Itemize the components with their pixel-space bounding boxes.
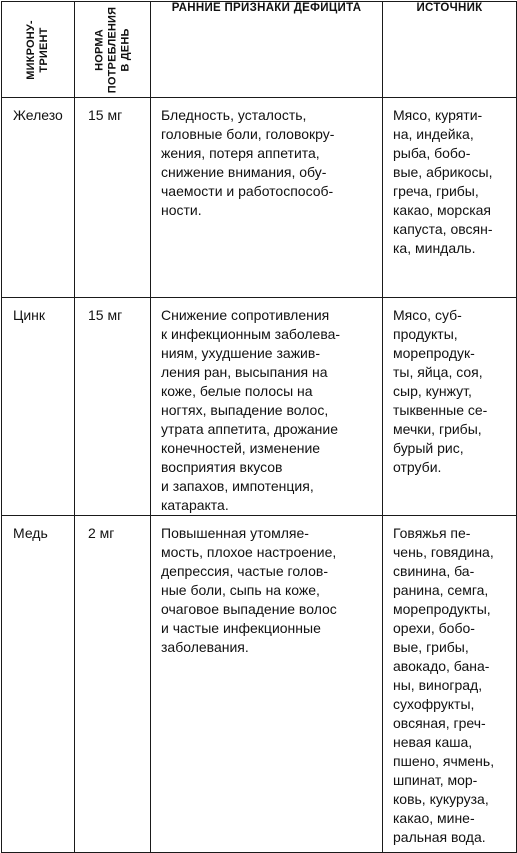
food-sources <box>383 516 516 847</box>
text-line: бурый рис, <box>393 440 464 456</box>
text-line: капуста, овсян- <box>393 221 493 237</box>
text-line: Мясо, куряти- <box>393 107 483 123</box>
text-line: ранина, семга, <box>393 582 489 598</box>
text-line: тыквенные се- <box>393 402 488 418</box>
dose-cell <box>75 98 151 298</box>
header-row <box>2 2 517 98</box>
table-row <box>2 516 517 853</box>
text-line: восприятия вкусов <box>161 459 283 475</box>
text-line: орехи, бобо- <box>393 620 475 636</box>
signs-cell <box>151 298 383 516</box>
nutrient-name-cell <box>2 298 75 516</box>
signs-cell <box>151 516 383 853</box>
text-line: вые, абрикосы, <box>393 164 493 180</box>
nutrient-name: Железо <box>13 107 63 123</box>
food-sources <box>383 298 516 477</box>
text-line: заболевания. <box>161 639 249 655</box>
nutrient-name: Цинк <box>13 307 46 323</box>
text-line: какао, мине- <box>393 810 475 826</box>
text-line: ности. <box>161 202 202 218</box>
header-micronutrient <box>2 2 75 98</box>
text-line: продукты, <box>393 326 458 342</box>
food-sources <box>383 98 516 258</box>
header-norm-line: ПОТРЕБЛЕНИЯ <box>106 6 118 93</box>
text-line: рыба, бобо- <box>393 145 471 161</box>
text-line: Повышенная утомляе- <box>161 525 309 541</box>
text-line: ниям, ухудшение зажив- <box>161 345 320 361</box>
text-line: на, индейка, <box>393 126 474 142</box>
header-norm-line: В ДЕНЬ <box>119 27 131 72</box>
text-line: пшено, ячмень, <box>393 753 495 769</box>
text-line: ральная вода. <box>393 829 486 845</box>
header-micronutrient-line: ТРИЕНТ <box>38 26 50 73</box>
table-row <box>2 98 517 298</box>
deficiency-signs <box>151 516 382 657</box>
nutrient-name-cell <box>2 516 75 853</box>
text-line: морепродук- <box>393 345 475 361</box>
dose-cell <box>75 516 151 853</box>
text-line: сыр, кунжут, <box>393 383 472 399</box>
signs-cell <box>151 98 383 298</box>
text-line: Снижение сопротивления <box>161 307 330 323</box>
text-line: очаговое выпадение волос <box>161 601 337 617</box>
text-line: вые, грибы, <box>393 639 469 655</box>
text-line: Мясо, суб- <box>393 307 462 323</box>
text-line: отруби. <box>393 459 442 475</box>
table-row <box>2 298 517 516</box>
nutrient-name-cell <box>2 98 75 298</box>
text-line: чень, говядина, <box>393 544 494 560</box>
text-line: греча, грибы, <box>393 183 479 199</box>
text-line: авокадо, бана- <box>393 658 490 674</box>
text-line: катаракта. <box>161 497 229 513</box>
dose-cell <box>75 298 151 516</box>
source-cell <box>383 98 517 298</box>
header-source: ИСТОЧНИК <box>383 2 517 98</box>
text-line: овсяная, греч- <box>393 715 486 731</box>
source-cell <box>383 298 517 516</box>
text-line: ты, яйца, соя, <box>393 364 483 380</box>
text-line: Говяжья пе- <box>393 525 471 541</box>
text-line: конечностей, изменение <box>161 440 321 456</box>
header-norm-line: НОРМА <box>93 28 105 71</box>
nutrient-dose: 2 мг <box>88 525 115 541</box>
text-line: какао, морская <box>393 202 491 218</box>
text-line: свинина, ба- <box>393 563 475 579</box>
text-line: жения, потеря аппетита, <box>161 145 320 161</box>
text-line: головные боли, головокру- <box>161 126 335 142</box>
text-line: утрата аппетита, дрожание <box>161 421 339 437</box>
text-line: и частые инфекционные <box>161 620 321 636</box>
text-line: сухофрукты, <box>393 696 475 712</box>
nutrient-dose: 15 мг <box>88 107 123 123</box>
text-line: Бледность, усталость, <box>161 107 307 123</box>
text-line: ковь, кукуруза, <box>393 791 489 807</box>
text-line: шпинат, мор- <box>393 772 478 788</box>
source-cell <box>383 516 517 853</box>
deficiency-signs <box>151 98 382 220</box>
nutrient-name: Медь <box>13 525 48 541</box>
text-line: снижение внимания, обу- <box>161 164 327 180</box>
text-line: морепродукты, <box>393 601 491 617</box>
text-line: ления ран, высыпания на <box>161 364 328 380</box>
text-line: коже, белые полосы на <box>161 383 313 399</box>
deficiency-signs <box>151 298 382 515</box>
header-signs: РАННИЕ ПРИЗНАКИ ДЕФИЦИТА <box>151 2 383 98</box>
text-line: ка, миндаль. <box>393 240 476 256</box>
nutrient-dose: 15 мг <box>88 307 123 323</box>
text-line: к инфекционным заболева- <box>161 326 341 342</box>
text-line: и запахов, импотенция, <box>161 478 314 494</box>
text-line: ногтях, выпадение волос, <box>161 402 329 418</box>
header-norm <box>75 2 151 98</box>
text-line: невая каша, <box>393 734 473 750</box>
text-line: ны, виноград, <box>393 677 483 693</box>
text-line: чаемости и работоспособ- <box>161 183 334 199</box>
text-line: депрессия, частые голов- <box>161 563 329 579</box>
micronutrient-table <box>1 1 517 853</box>
text-line: мость, плохое настроение, <box>161 544 337 560</box>
text-line: мечки, грибы, <box>393 421 482 437</box>
text-line: ные боли, сыпь на коже, <box>161 582 320 598</box>
header-micronutrient-line: МИКРОНУ- <box>25 19 37 80</box>
